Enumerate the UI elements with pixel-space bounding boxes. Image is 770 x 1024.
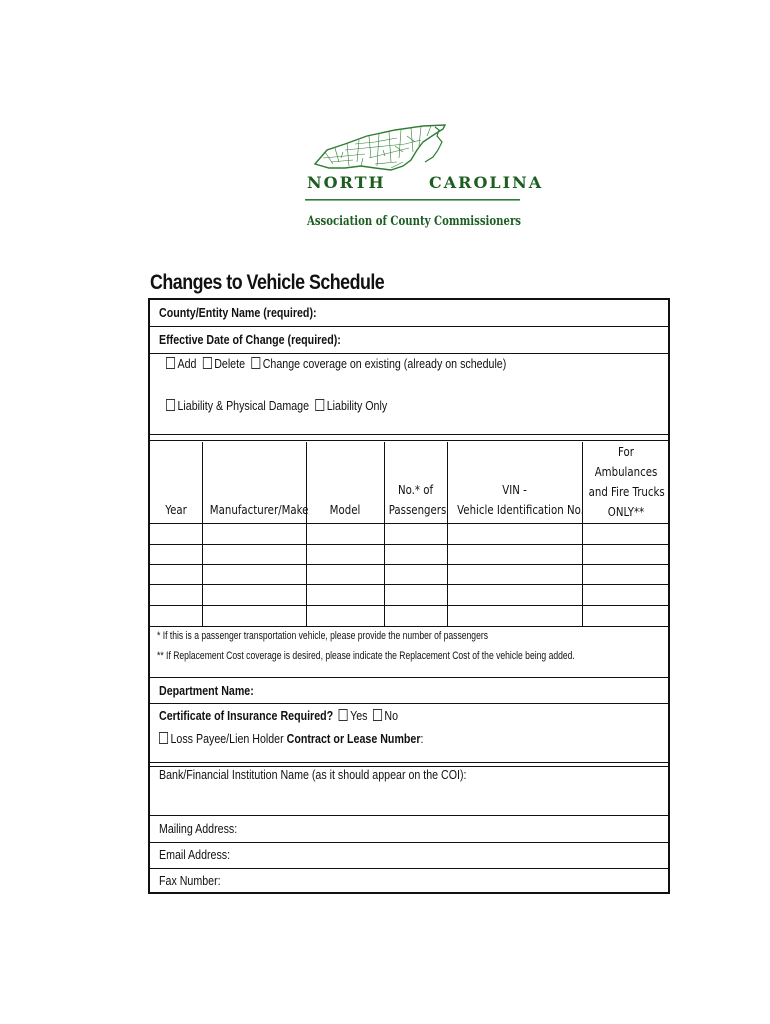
col-ambulance-line2: Ambulances: [594, 465, 658, 479]
col-ambulance-line3: and Fire Trucks: [588, 485, 665, 499]
liability-only-checkbox[interactable]: [315, 399, 324, 411]
table-row[interactable]: [150, 605, 668, 606]
department-name-label: Department Name:: [159, 683, 254, 698]
add-checkbox[interactable]: [166, 357, 175, 369]
table-row[interactable]: [150, 584, 668, 585]
email-address-label: Email Address:: [159, 847, 231, 862]
liability-physical-label: Liability & Physical Damage: [177, 398, 310, 413]
north-carolina-map-icon: [305, 122, 544, 234]
effective-date-label: Effective Date of Change (required):: [159, 332, 341, 347]
certificate-row: [159, 708, 398, 723]
col-ambulance-line4: ONLY**: [607, 505, 645, 519]
liability-only-label: Liability Only: [326, 398, 388, 413]
col-model: Model: [329, 503, 361, 517]
certificate-yes-label: Yes: [350, 708, 368, 723]
change-coverage-label: Change coverage on existing (already on schedule): [262, 356, 507, 371]
nc-association-logo: [305, 122, 544, 234]
logo-association: Association of County Commissioners: [306, 214, 521, 229]
liability-physical-checkbox[interactable]: [166, 399, 175, 411]
certificate-no-label: No: [384, 708, 399, 723]
passenger-note: * If this is a passenger transportation vehicle, please provide the number of passengers: [157, 630, 489, 642]
col-make: Manufacturer/Make: [209, 503, 309, 517]
logo-carolina: CAROLINA: [429, 173, 544, 192]
county-entity-label: County/Entity Name (required):: [159, 305, 317, 320]
col-ambulance-line1: For: [618, 445, 634, 459]
col-vin-line1: VIN -: [502, 483, 527, 497]
change-coverage-checkbox[interactable]: [251, 357, 260, 369]
contract-colon: :: [420, 731, 424, 746]
col-year: Year: [165, 503, 187, 517]
contract-lease-label: Contract or Lease Number: [286, 731, 421, 746]
loss-payee-label: Loss Payee/Lien Holder: [170, 731, 284, 746]
bank-institution-label: Bank/Financial Institution Name (as it should appear on the COI):: [159, 767, 467, 782]
coverage-options: [166, 398, 387, 413]
delete-label: Delete: [214, 356, 246, 371]
certificate-question: Certificate of Insurance Required?: [159, 708, 334, 723]
delete-checkbox[interactable]: [203, 357, 212, 369]
replacement-cost-note: ** If Replacement Cost coverage is desired, please indicate the Replacement Cost of the vehicle being added.: [157, 650, 575, 662]
fax-number-label: Fax Number:: [159, 873, 221, 888]
col-vin-line2: Vehicle Identification No.: [457, 503, 584, 517]
loss-payee-checkbox[interactable]: [159, 732, 168, 744]
col-passengers-line2: Passengers: [388, 503, 447, 517]
logo-north: NORTH: [307, 173, 386, 192]
certificate-no-checkbox[interactable]: [373, 709, 382, 721]
table-row[interactable]: [150, 544, 668, 545]
page-title: Changes to Vehicle Schedule: [150, 271, 385, 294]
col-passengers-line1: No.* of: [397, 483, 434, 497]
vehicle-schedule-form: [148, 298, 670, 894]
table-row[interactable]: [150, 626, 668, 627]
certificate-yes-checkbox[interactable]: [339, 709, 348, 721]
loss-payee-row: [159, 731, 423, 746]
table-row[interactable]: [150, 564, 668, 565]
add-label: Add: [177, 356, 197, 371]
change-options: [166, 356, 506, 371]
mailing-address-label: Mailing Address:: [159, 821, 238, 836]
